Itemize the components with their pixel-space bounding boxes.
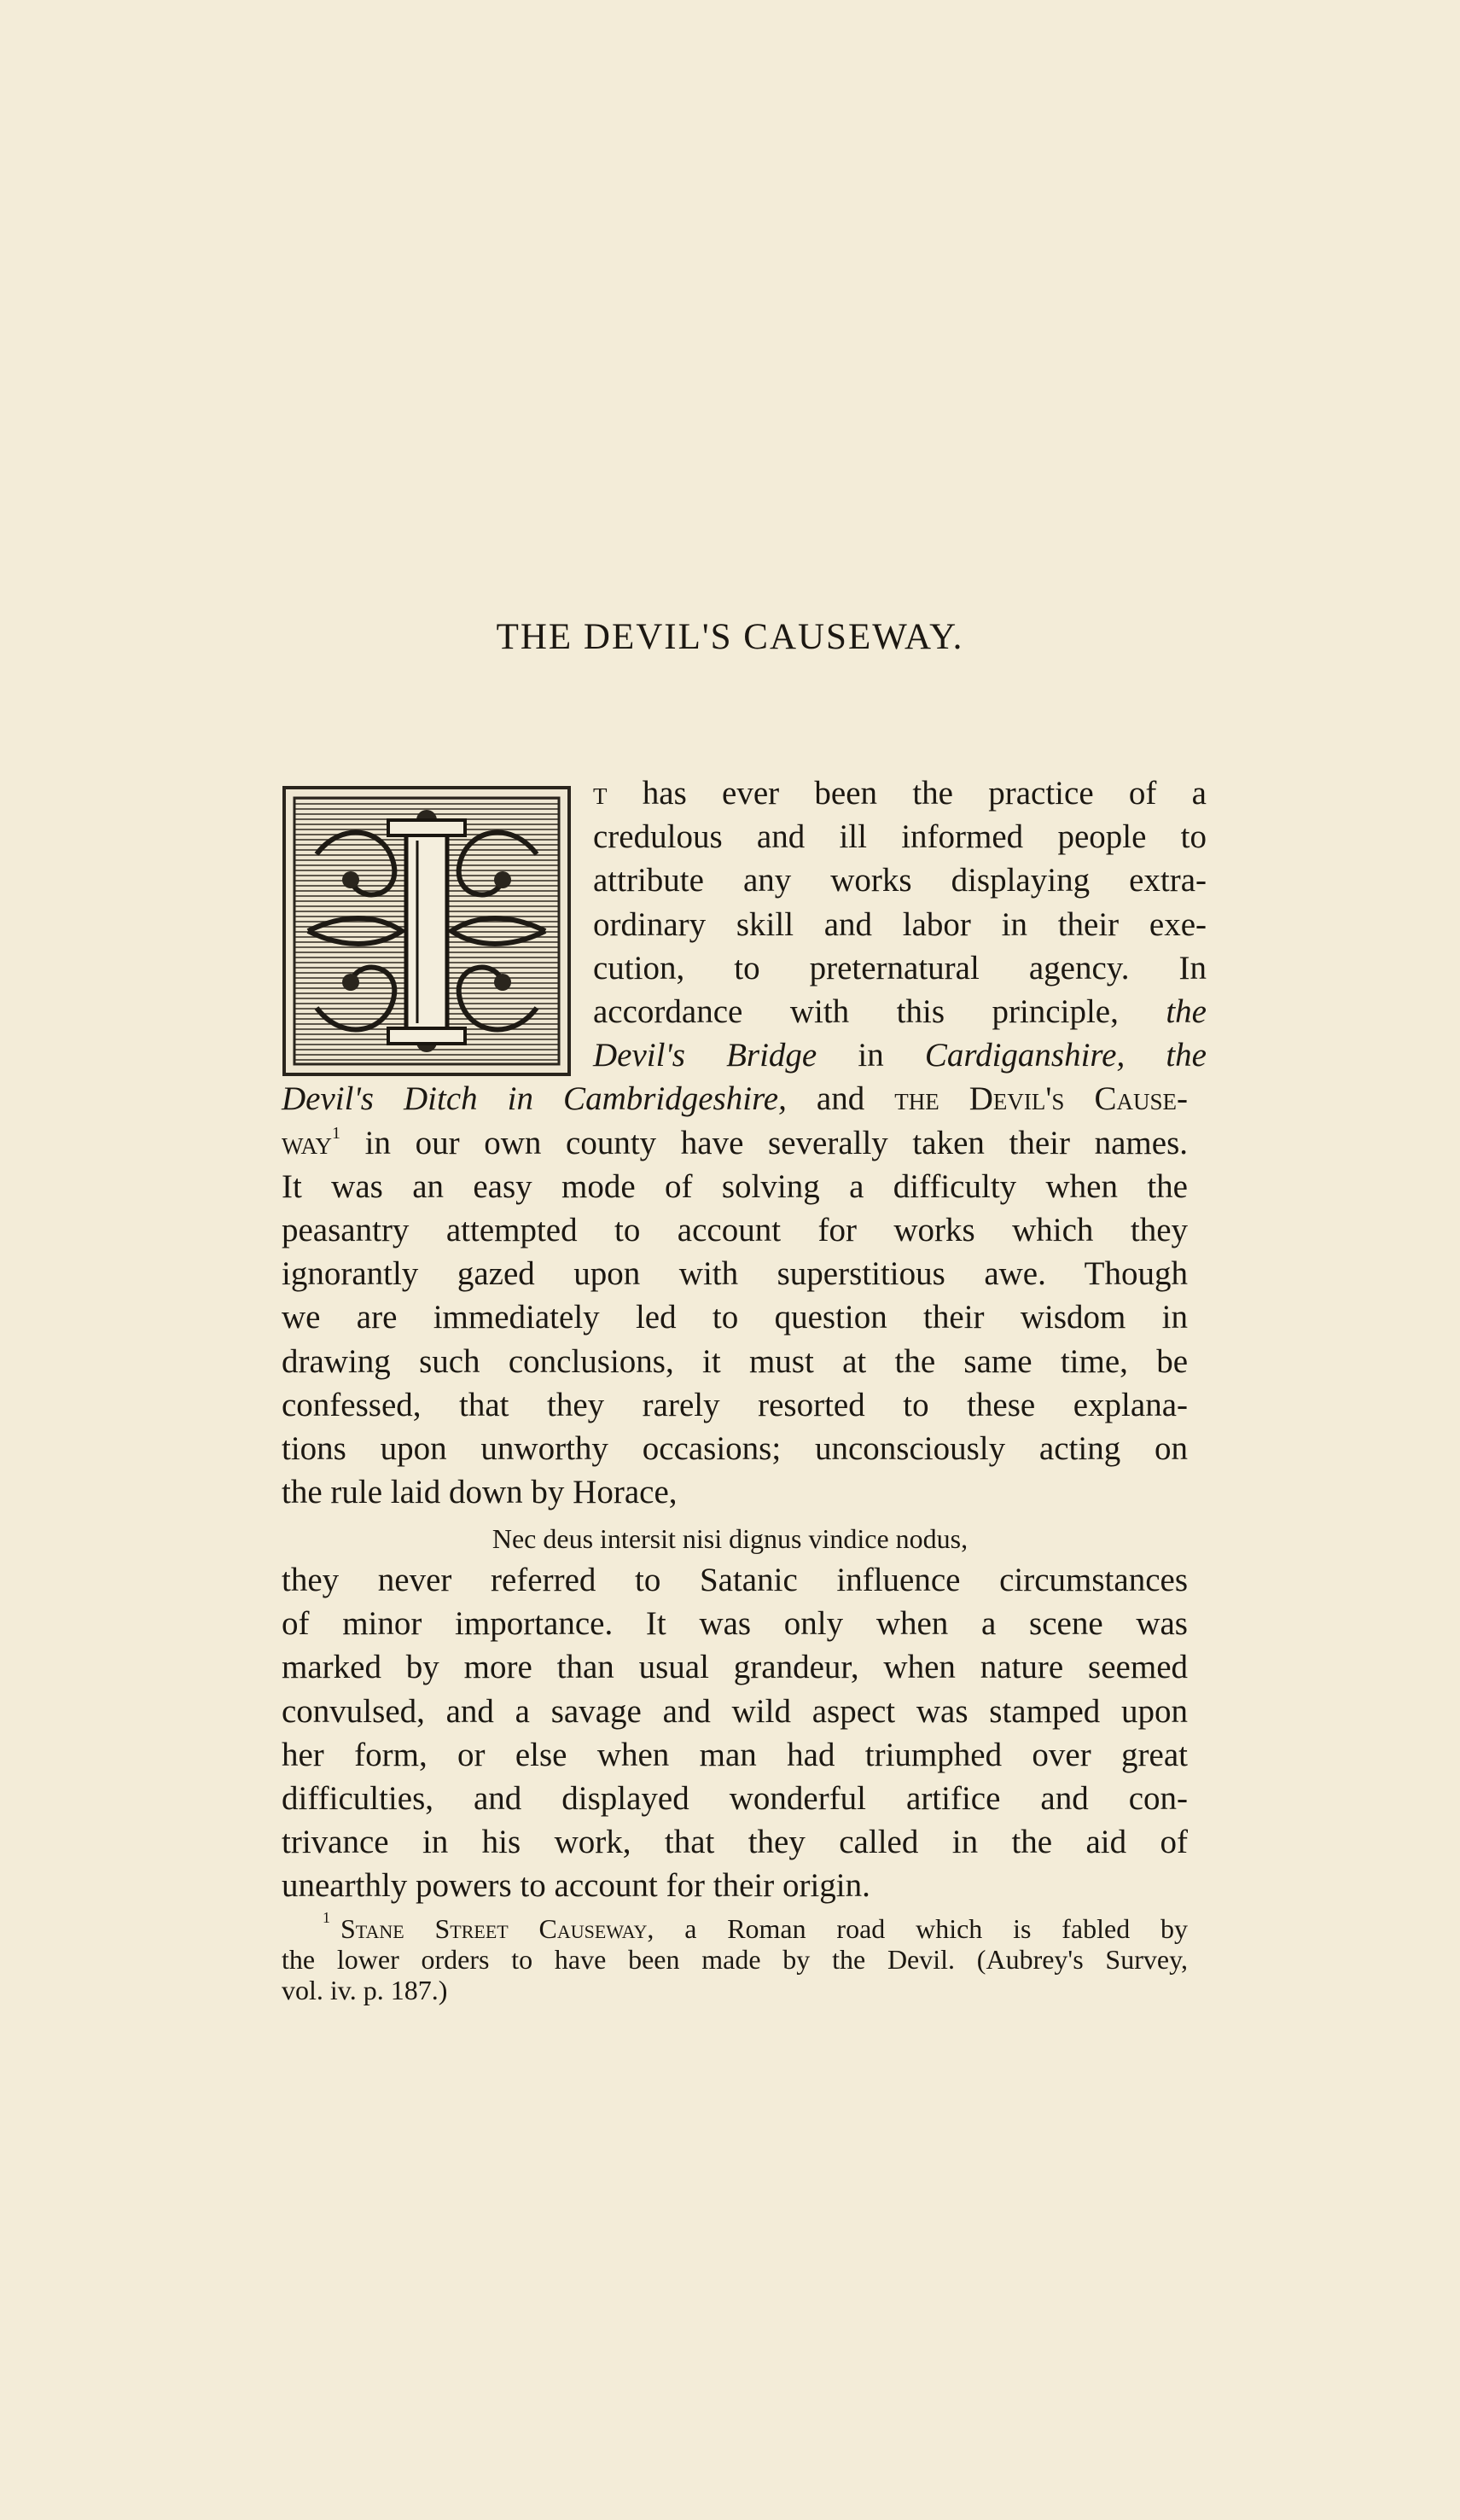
- paragraph-line: It was an easy mode of solving a difficulty when the: [282, 1167, 1188, 1205]
- text-run: accordance with this principle,: [593, 993, 1166, 1030]
- footnote-line: vol. iv. p. 187.): [282, 1975, 448, 2005]
- paragraph-line: of minor importance. It was only when a scene was: [282, 1605, 1188, 1643]
- small-caps-run: the Devil's Cause-: [894, 1080, 1188, 1118]
- text-run: [1125, 1037, 1166, 1074]
- paragraph-line: tions upon unworthy occasions; unconsciously acting on: [282, 1430, 1188, 1467]
- paragraph-line: ordinary skill and labor in their exe-: [593, 905, 1207, 943]
- text-run: has ever been the practice of a: [607, 775, 1207, 812]
- paragraph-line: they never referred to Satanic influence circumstances: [282, 1562, 1188, 1598]
- paragraph-line: unearthly powers to account for their origin.: [282, 1867, 870, 1905]
- paragraph-line: [282, 1123, 1188, 1166]
- paragraph-line: convulsed, and a savage and wild aspect was stamped upon: [282, 1692, 1188, 1730]
- paragraph-line: ignorantly gazed upon with superstitious awe. Though: [282, 1255, 1188, 1293]
- latin-quotation: Nec deus intersit nisi dignus vindice nodus,: [492, 1523, 968, 1554]
- italic-run: the: [1166, 993, 1207, 1030]
- paragraph-line: credulous and ill informed people to: [593, 818, 1207, 856]
- paragraph-line: trivance in his work, that they called in the aid of: [282, 1824, 1188, 1861]
- small-caps-run: way: [282, 1124, 333, 1161]
- ornamental-initial-svg: [282, 786, 571, 1076]
- italic-run: Devil's Bridge: [593, 1037, 817, 1074]
- paragraph-line: difficulties, and displayed wonderful artifice and con-: [282, 1780, 1188, 1817]
- paragraph-line: attribute any works displaying extra-: [593, 862, 1207, 899]
- paragraph-line: drawing such conclusions, it must at the same time, be: [282, 1342, 1188, 1380]
- small-caps-run: Stane Street Causeway,: [340, 1913, 654, 1944]
- ornamental-initial-letter: [282, 786, 571, 1076]
- paragraph-line: peasantry attempted to account for works which they: [282, 1212, 1188, 1248]
- paragraph-line: [282, 1082, 1188, 1121]
- paragraph-line: [593, 777, 1207, 816]
- footnote-line: [323, 1909, 1188, 1945]
- paragraph-line: [593, 995, 1207, 1034]
- text-run: and: [786, 1080, 895, 1118]
- text-run: in: [817, 1037, 925, 1074]
- footnote-line: the lower orders to have been made by the Devil. (Aubrey's Survey,: [282, 1944, 1188, 1975]
- italic-run: Cardiganshire,: [924, 1037, 1126, 1074]
- paragraph-line: [593, 1039, 1207, 1078]
- italic-run: Devil's Ditch in Cambridgeshire,: [282, 1080, 787, 1118]
- paragraph-line: marked by more than usual grandeur, when nature seemed: [282, 1649, 1188, 1686]
- text-run: a Roman road which is fabled by: [654, 1913, 1188, 1944]
- paragraph-line: the rule laid down by Horace,: [282, 1474, 678, 1511]
- text-run: in our own county have severally taken their names.: [340, 1124, 1188, 1161]
- paragraph-line: we are immediately led to question their wisdom in: [282, 1299, 1188, 1336]
- chapter-title: THE DEVIL'S CAUSEWAY.: [496, 617, 964, 657]
- footnote-reference: 1: [332, 1123, 341, 1143]
- paragraph-line: cution, to preternatural agency. In: [593, 949, 1207, 986]
- small-caps-run: t: [593, 775, 608, 812]
- footnote-marker: 1: [323, 1909, 330, 1926]
- italic-run: the: [1166, 1037, 1207, 1074]
- paragraph-line: her form, or else when man had triumphed over great: [282, 1736, 1188, 1773]
- paragraph-line: confessed, that they rarely resorted to these explana-: [282, 1386, 1188, 1423]
